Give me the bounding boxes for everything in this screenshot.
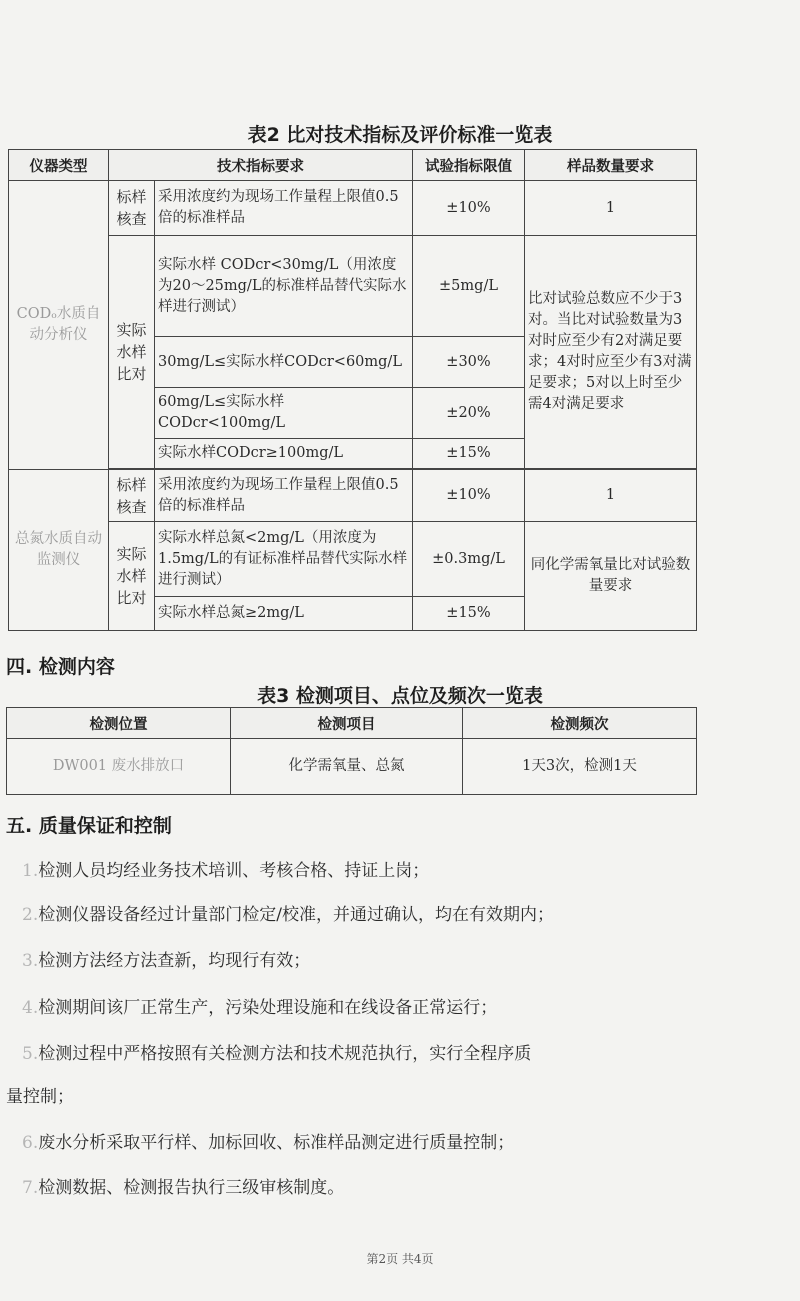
table2-header-row xyxy=(9,150,697,181)
cod-std-check-label: 标样核查 xyxy=(109,181,155,236)
qa-item-text: 检测方法经方法查新，均现行有效； xyxy=(38,951,311,971)
table-row xyxy=(9,522,697,597)
table2 xyxy=(8,149,697,631)
table2-caption: 表2 比对技术指标及评价标准一览表 xyxy=(247,124,553,146)
cod-req-4: 60mg/L≤实际水样CODcr<100mg/L xyxy=(155,388,413,439)
qa-item-num: 4. xyxy=(22,998,39,1018)
tn-limit-2: ±0.3mg/L xyxy=(413,522,525,597)
header-item: 检测项目 xyxy=(231,708,463,739)
header-limit: 试验指标限值 xyxy=(413,150,525,181)
section5-heading: 五. 质量保证和控制 xyxy=(6,815,172,837)
qa-item-text: 废水分析采取平行样、加标回收、标准样品测定进行质量控制； xyxy=(38,1133,515,1153)
cod-qty-std: 1 xyxy=(525,181,697,236)
tn-qty-actual: 同化学需氧量比对试验数量要求 xyxy=(525,522,697,631)
qa-item-3 xyxy=(22,946,310,971)
cell-frequency: 1天3次，检测1天 xyxy=(463,739,697,795)
tn-qty-std: 1 xyxy=(525,470,697,522)
qa-item-num: 3. xyxy=(22,951,39,971)
tn-req-1: 采用浓度约为现场工作量程上限值0.5倍的标准样品 xyxy=(155,470,413,522)
qa-item-num: 2. xyxy=(22,905,39,925)
cod-limit-2: ±5mg/L xyxy=(413,236,525,337)
qa-item-7 xyxy=(22,1173,344,1198)
tn-limit-1: ±10% xyxy=(413,470,525,522)
qa-item-text: 检测过程中严格按照有关检测方法和技术规范执行，实行全程序质 xyxy=(38,1044,532,1064)
tn-actual-label: 实际水样比对 xyxy=(109,522,155,631)
qa-item-num: 7. xyxy=(22,1178,39,1198)
header-frequency: 检测频次 xyxy=(463,708,697,739)
cod-req-2: 实际水样 CODcr<30mg/L（用浓度为20～25mg/L的标准样品替代实际水样进行测试） xyxy=(155,236,413,337)
cod-req-5: 实际水样CODcr≥100mg/L xyxy=(155,439,413,469)
cell-item: 化学需氧量、总氮 xyxy=(231,739,463,795)
cod-instrument: CODₒ水质自动分析仪 xyxy=(9,181,109,470)
section4-heading: 四. 检测内容 xyxy=(6,656,115,678)
qa-item-text: 检测数据、检测报告执行三级审核制度。 xyxy=(38,1178,345,1198)
table3-caption: 表3 检测项目、点位及频次一览表 xyxy=(257,685,543,707)
table-row xyxy=(9,181,697,236)
table-row xyxy=(7,739,697,795)
qa-item-num: 1. xyxy=(22,861,39,881)
qa-item-num: 6. xyxy=(22,1133,39,1153)
qa-item-5 xyxy=(22,1039,531,1064)
tn-req-2: 实际水样总氮<2mg/L（用浓度为1.5mg/L的有证标准样品替代实际水样进行测试） xyxy=(155,522,413,597)
tn-limit-3: ±15% xyxy=(413,597,525,631)
cod-req-3: 30mg/L≤实际水样CODcr<60mg/L xyxy=(155,337,413,388)
qa-item-1 xyxy=(22,856,429,881)
qa-item-text: 量控制； xyxy=(6,1087,74,1107)
qa-item-2 xyxy=(22,900,554,925)
qa-item-text: 检测人员均经业务技术培训、考核合格、持证上岗； xyxy=(38,861,430,881)
cod-req-1: 采用浓度约为现场工作量程上限值0.5倍的标准样品 xyxy=(155,181,413,236)
tn-req-3: 实际水样总氮≥2mg/L xyxy=(155,597,413,631)
tn-instrument: 总氮水质自动监测仪 xyxy=(9,470,109,631)
header-location: 检测位置 xyxy=(7,708,231,739)
header-instrument-type: 仪器类型 xyxy=(9,150,109,181)
qa-item-4 xyxy=(22,993,497,1018)
table-row xyxy=(9,236,697,337)
qa-item-text: 检测仪器设备经过计量部门检定/校准，并通过确认，均在有效期内； xyxy=(38,905,554,925)
qa-item-6 xyxy=(22,1128,514,1153)
header-sample-qty: 样品数量要求 xyxy=(525,150,697,181)
qa-item-5-cont xyxy=(6,1082,74,1107)
qa-item-num: 5. xyxy=(22,1044,39,1064)
cod-limit-5: ±15% xyxy=(413,439,525,469)
tn-std-check-label: 标样核查 xyxy=(109,470,155,522)
cod-qty-actual: 比对试验总数应不少于3对。当比对试验数量为3对时应至少有2对满足要求；4对时应至少有3对满足要求；5对以上时至少需4对满足要求 xyxy=(525,236,697,469)
cod-actual-label: 实际水样比对 xyxy=(109,236,155,469)
table-row xyxy=(9,470,697,522)
cod-limit-1: ±10% xyxy=(413,181,525,236)
cod-limit-4: ±20% xyxy=(413,388,525,439)
cell-location: DW001 废水排放口 xyxy=(7,739,231,795)
cod-limit-3: ±30% xyxy=(413,337,525,388)
table3-header-row xyxy=(7,708,697,739)
header-tech-requirement: 技术指标要求 xyxy=(109,150,413,181)
table3 xyxy=(6,707,697,795)
page-number: 第2页 共4页 xyxy=(366,1252,434,1266)
qa-item-text: 检测期间该厂正常生产，污染处理设施和在线设备正常运行； xyxy=(38,998,498,1018)
